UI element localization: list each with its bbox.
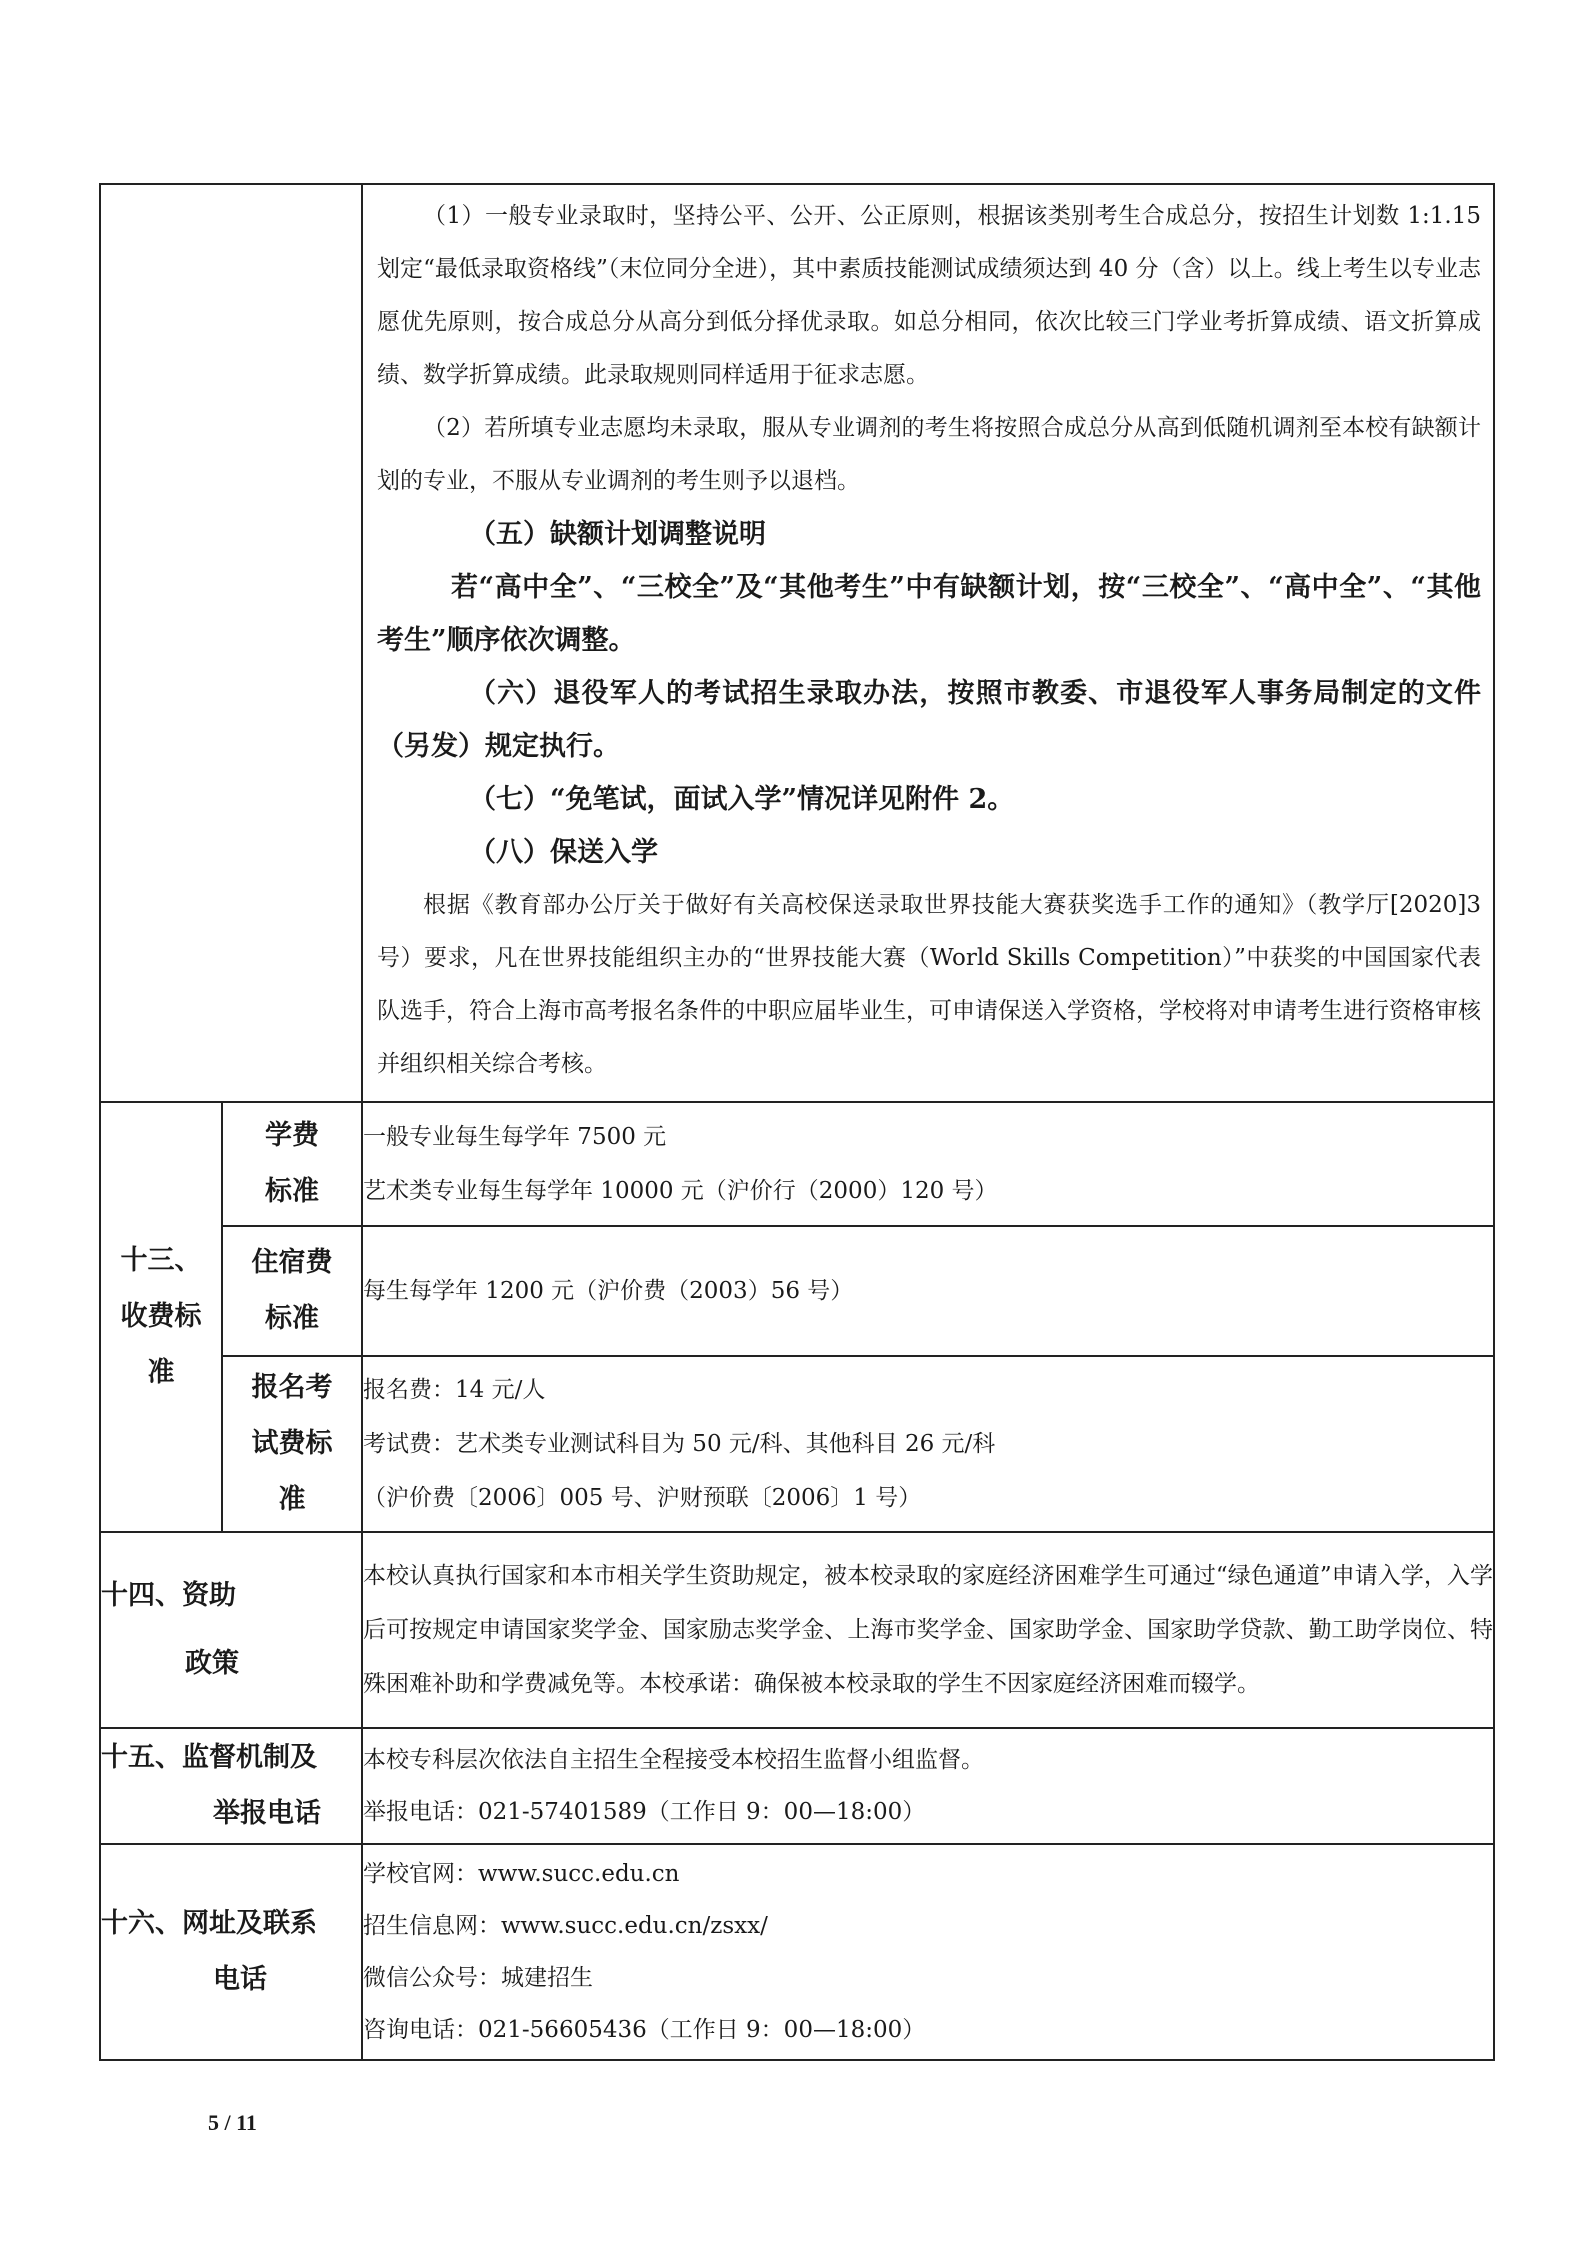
section-13-label-line3: 准	[147, 1357, 175, 1388]
section-12-label-cell	[100, 184, 362, 1102]
financial-aid-text: 本校认真执行国家和本市相关学生资助规定，被本校录取的家庭经济困难学生可通过“绿色通道”申请入学，入学后可按规定申请国家奖学金、国家励志奖学金、上海市奖学金、国家助学金、国家助学贷款、勤工助学岗位、特殊困难补助和学费减免等。本校承诺：确保被本校录取的学生不因家庭经济困难而辍学。	[363, 1563, 1493, 1697]
section-15-row	[100, 1728, 1494, 1844]
exam-fee-label-line1: 报名考	[251, 1372, 333, 1403]
lodging-label-line2: 标准	[265, 1303, 319, 1334]
section-15-label-line1: 十五、监督机制及	[101, 1742, 317, 1773]
section-16-label-line1: 十六、网址及联系	[101, 1908, 317, 1939]
section-14-label	[100, 1532, 362, 1728]
section-15-label	[100, 1728, 362, 1844]
rule-paragraph-2: （2）若所填专业志愿均未录取，服从专业调剂的考生将按照合成总分从高到低随机调剂至本校有缺额计划的专业，不服从专业调剂的考生则予以退档。	[377, 414, 1481, 494]
exam-fee-label-line2: 试费标	[251, 1428, 333, 1459]
school-website-line: 学校官网：www.succ.edu.cn	[363, 1861, 680, 1887]
section-16-row	[100, 1844, 1494, 2060]
tuition-label-line1: 学费	[265, 1120, 319, 1151]
wechat-account-line: 微信公众号：城建招生	[363, 1965, 593, 1991]
heading-interview-admission: （七）“免笔试，面试入学”情况详见附件 2。	[469, 783, 1015, 815]
tuition-line2: 艺术类专业每生每学年 10000 元（沪价行（2000）120 号）	[363, 1178, 998, 1204]
section-15-label-line2: 举报电话	[213, 1798, 321, 1829]
exam-fee-label-line3: 准	[278, 1484, 306, 1515]
exam-fee-line1: 报名费：14 元/人	[363, 1377, 546, 1403]
admission-website-line: 招生信息网：www.succ.edu.cn/zsxx/	[363, 1913, 768, 1939]
section-13-label-line1: 十三、	[120, 1245, 202, 1276]
section-15-content	[362, 1728, 1494, 1844]
section-16-label	[100, 1844, 362, 2060]
lodging-label-line1: 住宿费	[251, 1247, 333, 1278]
consult-phone-line: 咨询电话：021-56605436（工作日 9：00—18:00）	[363, 2017, 926, 2043]
section-14-row	[100, 1532, 1494, 1728]
tuition-label	[222, 1102, 362, 1226]
document-table	[99, 183, 1495, 2061]
section-14-label-line2: 政策	[185, 1648, 239, 1679]
exam-fee-label	[222, 1356, 362, 1532]
exam-fee-line2: 考试费：艺术类专业测试科目为 50 元/科、其他科目 26 元/科	[363, 1431, 996, 1457]
lodging-label	[222, 1226, 362, 1356]
lodging-content	[362, 1226, 1494, 1356]
supervision-line: 本校专科层次依法自主招生全程接受本校招生监督小组监督。	[363, 1747, 984, 1773]
heading-guaranteed-admission: （八）保送入学	[469, 836, 658, 868]
exam-fee-line3: （沪价费〔2006〕005 号、沪财预联〔2006〕1 号）	[363, 1485, 922, 1511]
rule-paragraph-1: （1）一般专业录取时，坚持公平、公开、公正原则，根据该类别考生合成总分，按招生计划数 1:1.15 划定“最低录取资格线”（末位同分全进），其中素质技能测试成绩须达到 40 分（含）以上。线上考生以专业志愿优先原则，按合成总分从高分到低分择优录取。如总分相同，依次比较三门学业考折算成绩、语文折算成绩、数学折算成绩。此录取规则同样适用于征求志愿。	[377, 202, 1481, 388]
section-13-label-line2: 收费标	[120, 1301, 202, 1332]
section-12-row	[100, 184, 1494, 1102]
section-16-content	[362, 1844, 1494, 2060]
section-16-label-line2: 电话	[213, 1964, 267, 1995]
lodging-row	[100, 1226, 1494, 1356]
page-number: 5 / 11	[208, 2110, 257, 2135]
tuition-label-line2: 标准	[265, 1176, 319, 1207]
lodging-line1: 每生每学年 1200 元（沪价费（2003）56 号）	[363, 1278, 854, 1304]
report-phone-line: 举报电话：021-57401589（工作日 9：00—18:00）	[363, 1799, 926, 1825]
section-13-label	[100, 1102, 222, 1532]
exam-fee-content	[362, 1356, 1494, 1532]
guaranteed-admission-text: 根据《教育部办公厅关于做好有关高校保送录取世界技能大赛获奖选手工作的通知》（教学厅[2020]3 号）要求，凡在世界技能组织主办的“世界技能大赛（World Skills Competition）”中获奖的中国国家代表队选手，符合上海市高考报名条件的中职应届毕业生，可申请保送入学资格，学校将对申请考生进行资格审核并组织相关综合考核。	[377, 891, 1481, 1077]
heading-vacancy-adjustment: （五）缺额计划调整说明	[469, 518, 766, 550]
tuition-line1: 一般专业每生每学年 7500 元	[363, 1124, 667, 1150]
section-14-content	[362, 1532, 1494, 1728]
exam-fee-row	[100, 1356, 1494, 1532]
section-14-label-line1: 十四、资助	[101, 1580, 236, 1611]
tuition-content	[362, 1102, 1494, 1226]
section-12-content-cell	[362, 184, 1494, 1102]
vacancy-adjustment-text: 若“高中全”、“三校全”及“其他考生”中有缺额计划，按“三校全”、“高中全”、“其他考生”顺序依次调整。	[377, 571, 1481, 656]
tuition-row	[100, 1102, 1494, 1226]
heading-veterans: （六）退役军人的考试招生录取办法，按照市教委、市退役军人事务局制定的文件（另发）规定执行。	[377, 677, 1481, 762]
